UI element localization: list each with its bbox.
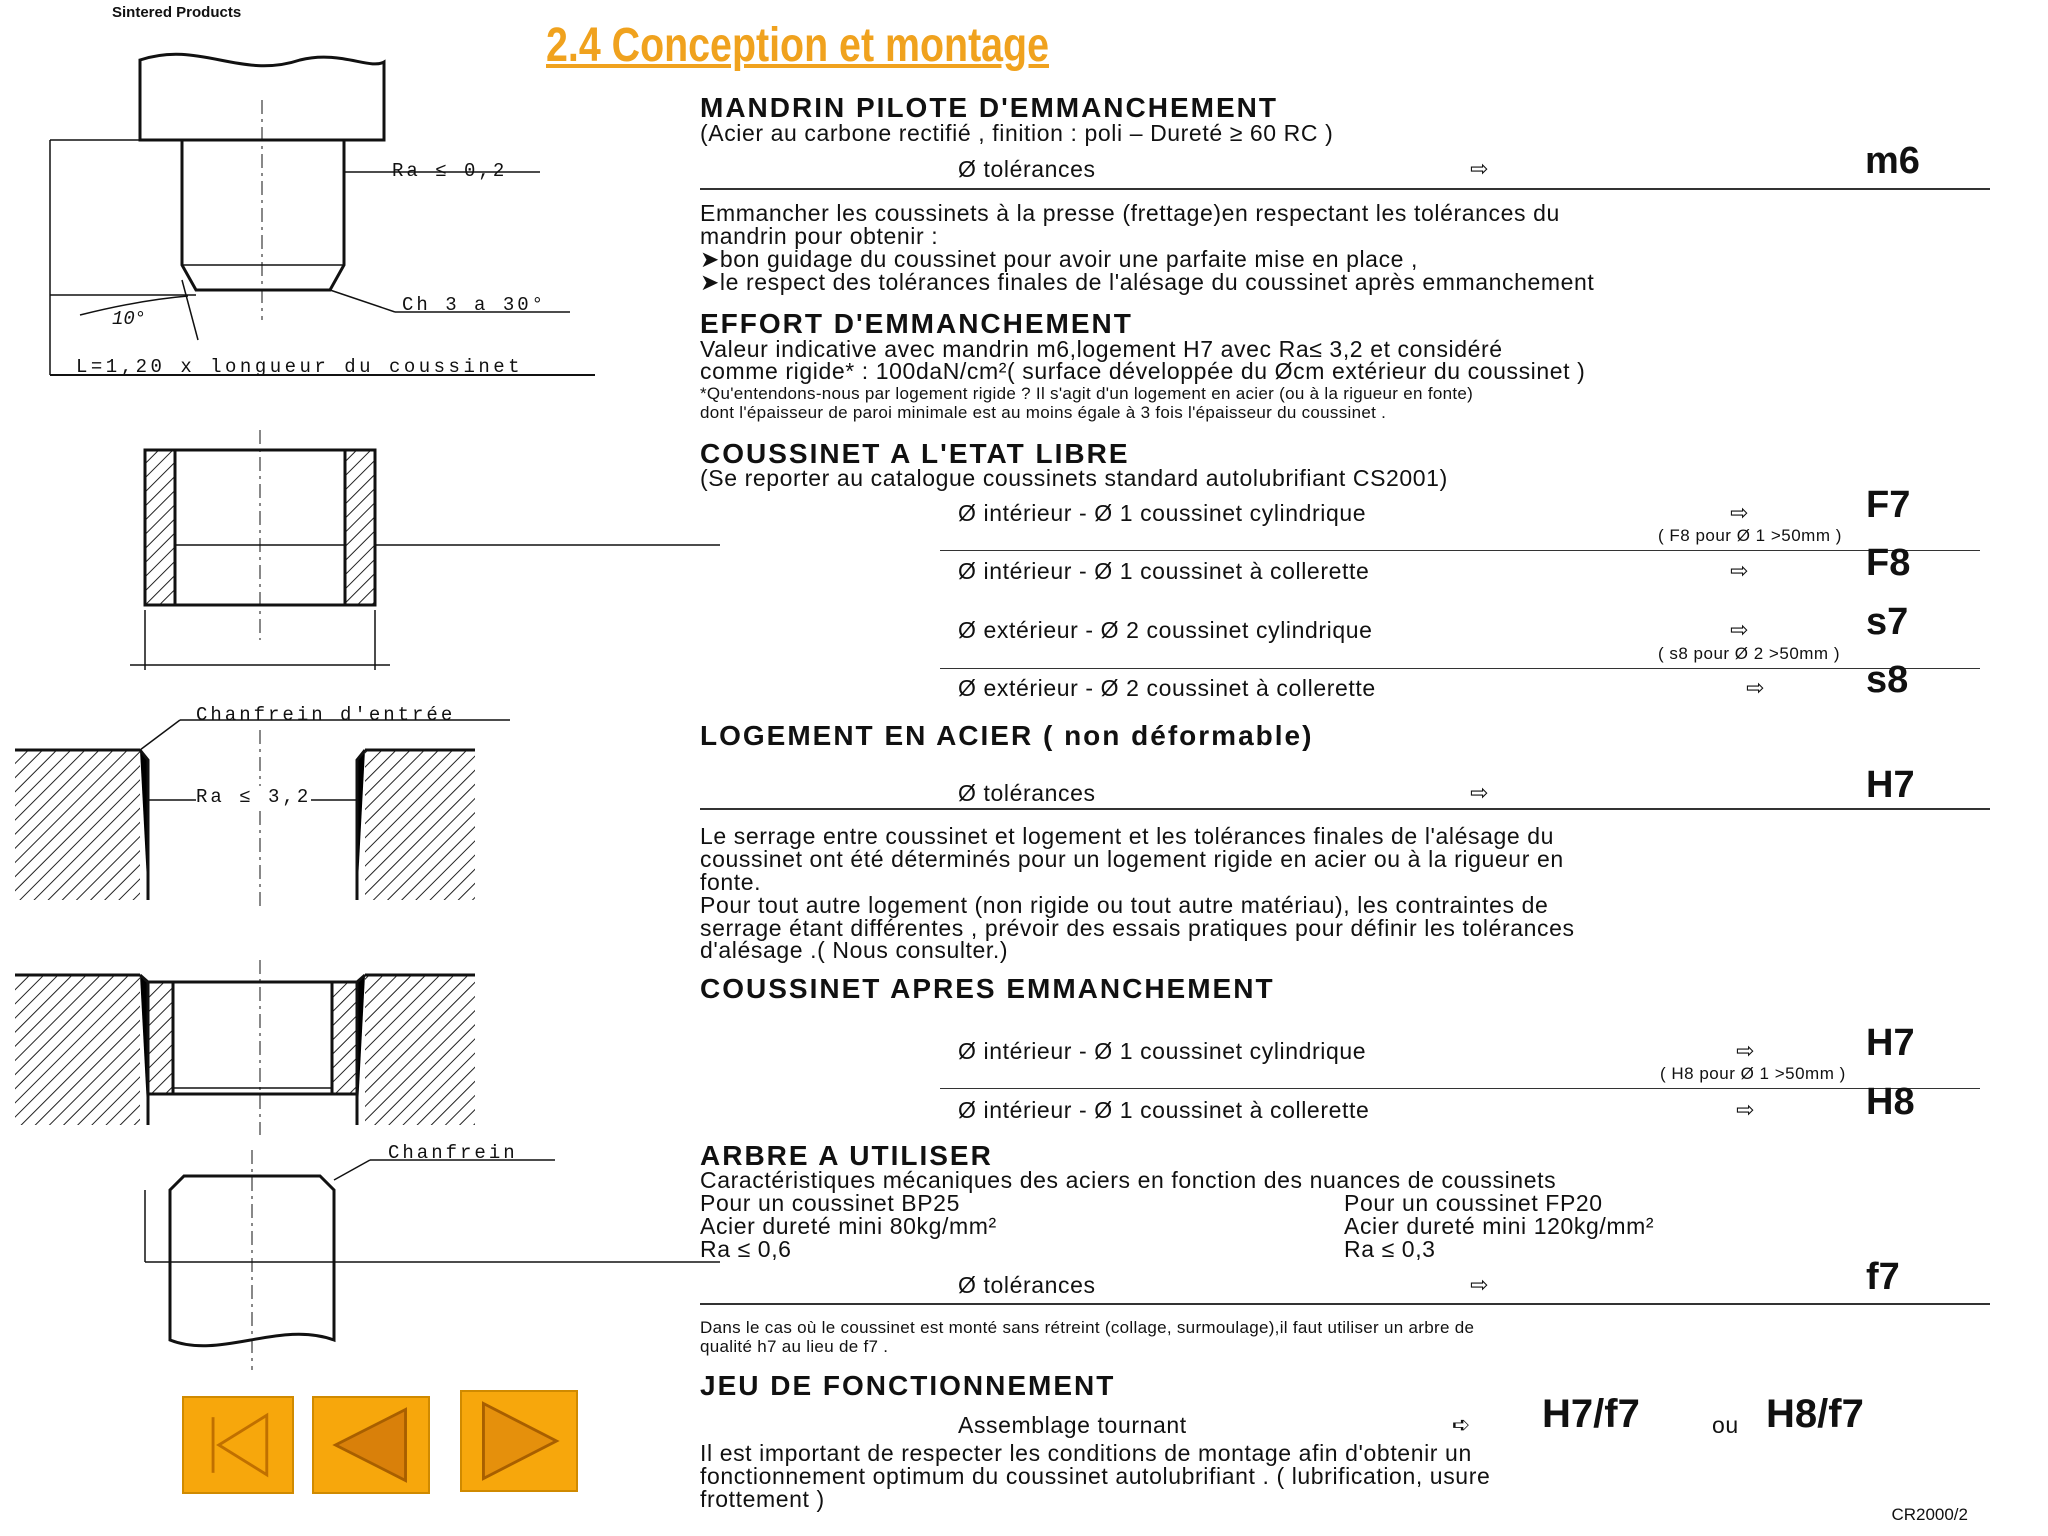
shaft-note-1: Dans le cas où le coussinet est monté sans rétreint (collage, surmoulage),il faut utiliser un arbre de bbox=[700, 1318, 1475, 1337]
free-bearing-subtitle: (Se reporter au catalogue coussinets standard autolubrifiant CS2001) bbox=[700, 465, 1448, 491]
brand-label: Sintered Products bbox=[112, 4, 242, 21]
clearance-p1: Il est important de respecter les conditions de montage afin d'obtenir un bbox=[700, 1440, 1472, 1466]
mandrel-body-2: mandrin pour obtenir : bbox=[700, 223, 939, 249]
free-row-1-code: F7 bbox=[1866, 484, 1911, 526]
technical-drawings bbox=[0, 0, 720, 1536]
shaft-intro: Caractéristiques mécaniques des aciers en fonction des nuances de coussinets bbox=[700, 1167, 1557, 1193]
mandrel-subtitle: (Acier au carbone rectifié , finition : poli – Dureté ≥ 60 RC ) bbox=[700, 120, 1334, 146]
effort-line-1: Valeur indicative avec mandrin m6,logement H7 avec Ra≤ 3,2 et considéré bbox=[700, 336, 1503, 362]
fitted-row-1-note: ( H8 pour Ø 1 >50mm ) bbox=[1660, 1064, 1846, 1083]
mandrel-row-label: Ø tolérances bbox=[958, 156, 1096, 182]
shaft-right-2: Acier dureté mini 120kg/mm² bbox=[1344, 1213, 1655, 1239]
next-page-icon bbox=[462, 1392, 576, 1490]
first-page-button[interactable] bbox=[182, 1396, 294, 1494]
arrow-icon: ⇨ bbox=[1746, 675, 1765, 700]
housing-p5: serrage étant différentes , prévoir des essais pratiques pour définir les tolérances bbox=[700, 915, 1575, 941]
next-page-button[interactable] bbox=[460, 1390, 578, 1492]
divider bbox=[700, 188, 1990, 190]
arrow-icon: ⇨ bbox=[1736, 1097, 1755, 1122]
mandrel-chamfer-label: Ch 3 a 30° bbox=[402, 294, 547, 316]
free-row-4-code: s8 bbox=[1866, 659, 1909, 701]
mandrel-body-1: Emmancher les coussinets à la presse (frettage)en respectant les tolérances du bbox=[700, 200, 1560, 226]
shaft-left-3: Ra ≤ 0,6 bbox=[700, 1236, 792, 1262]
clearance-row-label: Assemblage tournant bbox=[958, 1412, 1187, 1438]
clearance-p3: frottement ) bbox=[700, 1486, 825, 1512]
mandrel-bullet-1: ➤bon guidage du coussinet pour avoir une parfaite mise en place , bbox=[700, 246, 1419, 272]
housing-row-label: Ø tolérances bbox=[958, 780, 1096, 806]
housing-p4: Pour tout autre logement (non rigide ou tout autre matériau), les contraintes de bbox=[700, 892, 1549, 918]
previous-page-button[interactable] bbox=[312, 1396, 430, 1494]
first-page-icon bbox=[184, 1398, 292, 1492]
housing-row-code: H7 bbox=[1866, 764, 1915, 806]
housing-chamfer-label: Chanfrein d'entrée bbox=[196, 704, 456, 726]
arrow-icon: ⇨ bbox=[1736, 1038, 1755, 1063]
housing-ra-label: Ra ≤ 3,2 bbox=[196, 786, 312, 808]
arrow-icon: ⇨ bbox=[1730, 558, 1749, 583]
shaft-chamfer-label: Chanfrein bbox=[388, 1142, 518, 1164]
divider bbox=[940, 668, 1980, 669]
effort-note-1: *Qu'entendons-nous par logement rigide ? Il s'agit d'un logement en acier (ou à la rigueur en fonte) bbox=[700, 384, 1474, 403]
shaft-heading: ARBRE A UTILISER bbox=[700, 1140, 993, 1171]
arrow-icon: ⇨ bbox=[1470, 1272, 1489, 1297]
divider bbox=[940, 1088, 1980, 1089]
page-title: 2.4 Conception et montage bbox=[546, 19, 1049, 72]
clearance-or: ou bbox=[1712, 1412, 1739, 1438]
fitted-bearing-heading: COUSSINET APRES EMMANCHEMENT bbox=[700, 973, 1275, 1004]
fitted-row-1-label: Ø intérieur - Ø 1 coussinet cylindrique bbox=[958, 1038, 1367, 1064]
effort-heading: EFFORT D'EMMANCHEMENT bbox=[700, 308, 1133, 339]
shaft-row-label: Ø tolérances bbox=[958, 1272, 1096, 1298]
housing-drawing bbox=[15, 720, 510, 910]
mandrel-bullet-2: ➤le respect des tolérances finales de l'alésage du coussinet après emmanchement bbox=[700, 269, 1595, 295]
free-row-4-label: Ø extérieur - Ø 2 coussinet à collerette bbox=[958, 675, 1376, 701]
free-row-1-note: ( F8 pour Ø 1 >50mm ) bbox=[1658, 526, 1842, 545]
housing-p1: Le serrage entre coussinet et logement et les tolérances finales de l'alésage du bbox=[700, 823, 1555, 849]
housing-heading: LOGEMENT EN ACIER ( non déformable) bbox=[700, 720, 1314, 751]
divider bbox=[700, 808, 1990, 810]
housing-p2: coussinet ont été déterminés pour un logement rigide en acier ou à la rigueur en bbox=[700, 846, 1564, 872]
arrow-icon: ⇨ bbox=[1730, 617, 1749, 642]
free-row-2-label: Ø intérieur - Ø 1 coussinet à collerette bbox=[958, 558, 1370, 584]
mandrel-angle-label: 10° bbox=[112, 308, 147, 330]
arrow-icon: ⇨ bbox=[1470, 156, 1489, 181]
clearance-heading: JEU DE FONCTIONNEMENT bbox=[700, 1370, 1116, 1401]
clearance-code-a: H7/f7 bbox=[1542, 1392, 1640, 1436]
free-row-3-label: Ø extérieur - Ø 2 coussinet cylindrique bbox=[958, 617, 1373, 643]
arrow-icon: ⇨ bbox=[1470, 780, 1489, 805]
mandrel-length-label: L=1,20 x longueur du coussinet bbox=[76, 356, 524, 378]
shaft-note-2: qualité h7 au lieu de f7 . bbox=[700, 1337, 889, 1356]
mandrel-row-code: m6 bbox=[1865, 140, 1920, 182]
effort-note-2: dont l'épaisseur de paroi minimale est au moins égale à 3 fois l'épaisseur du coussinet . bbox=[700, 403, 1387, 422]
divider bbox=[700, 1303, 1990, 1305]
shaft-right-3: Ra ≤ 0,3 bbox=[1344, 1236, 1436, 1262]
fitted-row-2-code: H8 bbox=[1866, 1081, 1915, 1123]
arrow-icon: ⇨ bbox=[1730, 500, 1749, 525]
free-bearing-drawing bbox=[130, 430, 720, 670]
shaft-left-1: Pour un coussinet BP25 bbox=[700, 1190, 960, 1216]
fitted-bearing-drawing bbox=[15, 960, 475, 1135]
shaft-right-1: Pour un coussinet FP20 bbox=[1344, 1190, 1603, 1216]
previous-page-icon bbox=[314, 1398, 428, 1492]
document-id: CR2000/2 bbox=[1891, 1505, 1968, 1524]
divider bbox=[940, 550, 1980, 551]
fitted-row-1-code: H7 bbox=[1866, 1022, 1915, 1064]
shaft-drawing bbox=[145, 1150, 720, 1370]
effort-line-2: comme rigide* : 100daN/cm²( surface développée du Øcm extérieur du coussinet ) bbox=[700, 358, 1586, 384]
clearance-code-b: H8/f7 bbox=[1766, 1392, 1864, 1436]
shaft-row-code: f7 bbox=[1866, 1256, 1900, 1298]
housing-p6: d'alésage .( Nous consulter.) bbox=[700, 937, 1009, 963]
housing-p3: fonte. bbox=[700, 869, 762, 895]
arrow-icon: ➪ bbox=[1452, 1412, 1471, 1437]
shaft-left-2: Acier dureté mini 80kg/mm² bbox=[700, 1213, 997, 1239]
free-bearing-heading: COUSSINET A L'ETAT LIBRE bbox=[700, 438, 1130, 469]
free-row-2-code: F8 bbox=[1866, 542, 1911, 584]
free-row-1-label: Ø intérieur - Ø 1 coussinet cylindrique bbox=[958, 500, 1367, 526]
clearance-p2: fonctionnement optimum du coussinet autolubrifiant . ( lubrification, usure bbox=[700, 1463, 1491, 1489]
mandrel-heading: MANDRIN PILOTE D'EMMANCHEMENT bbox=[700, 92, 1278, 123]
mandrel-ra-label: Ra ≤ 0,2 bbox=[392, 160, 508, 182]
free-row-3-note: ( s8 pour Ø 2 >50mm ) bbox=[1658, 644, 1840, 663]
fitted-row-2-label: Ø intérieur - Ø 1 coussinet à collerette bbox=[958, 1097, 1370, 1123]
free-row-3-code: s7 bbox=[1866, 601, 1909, 643]
